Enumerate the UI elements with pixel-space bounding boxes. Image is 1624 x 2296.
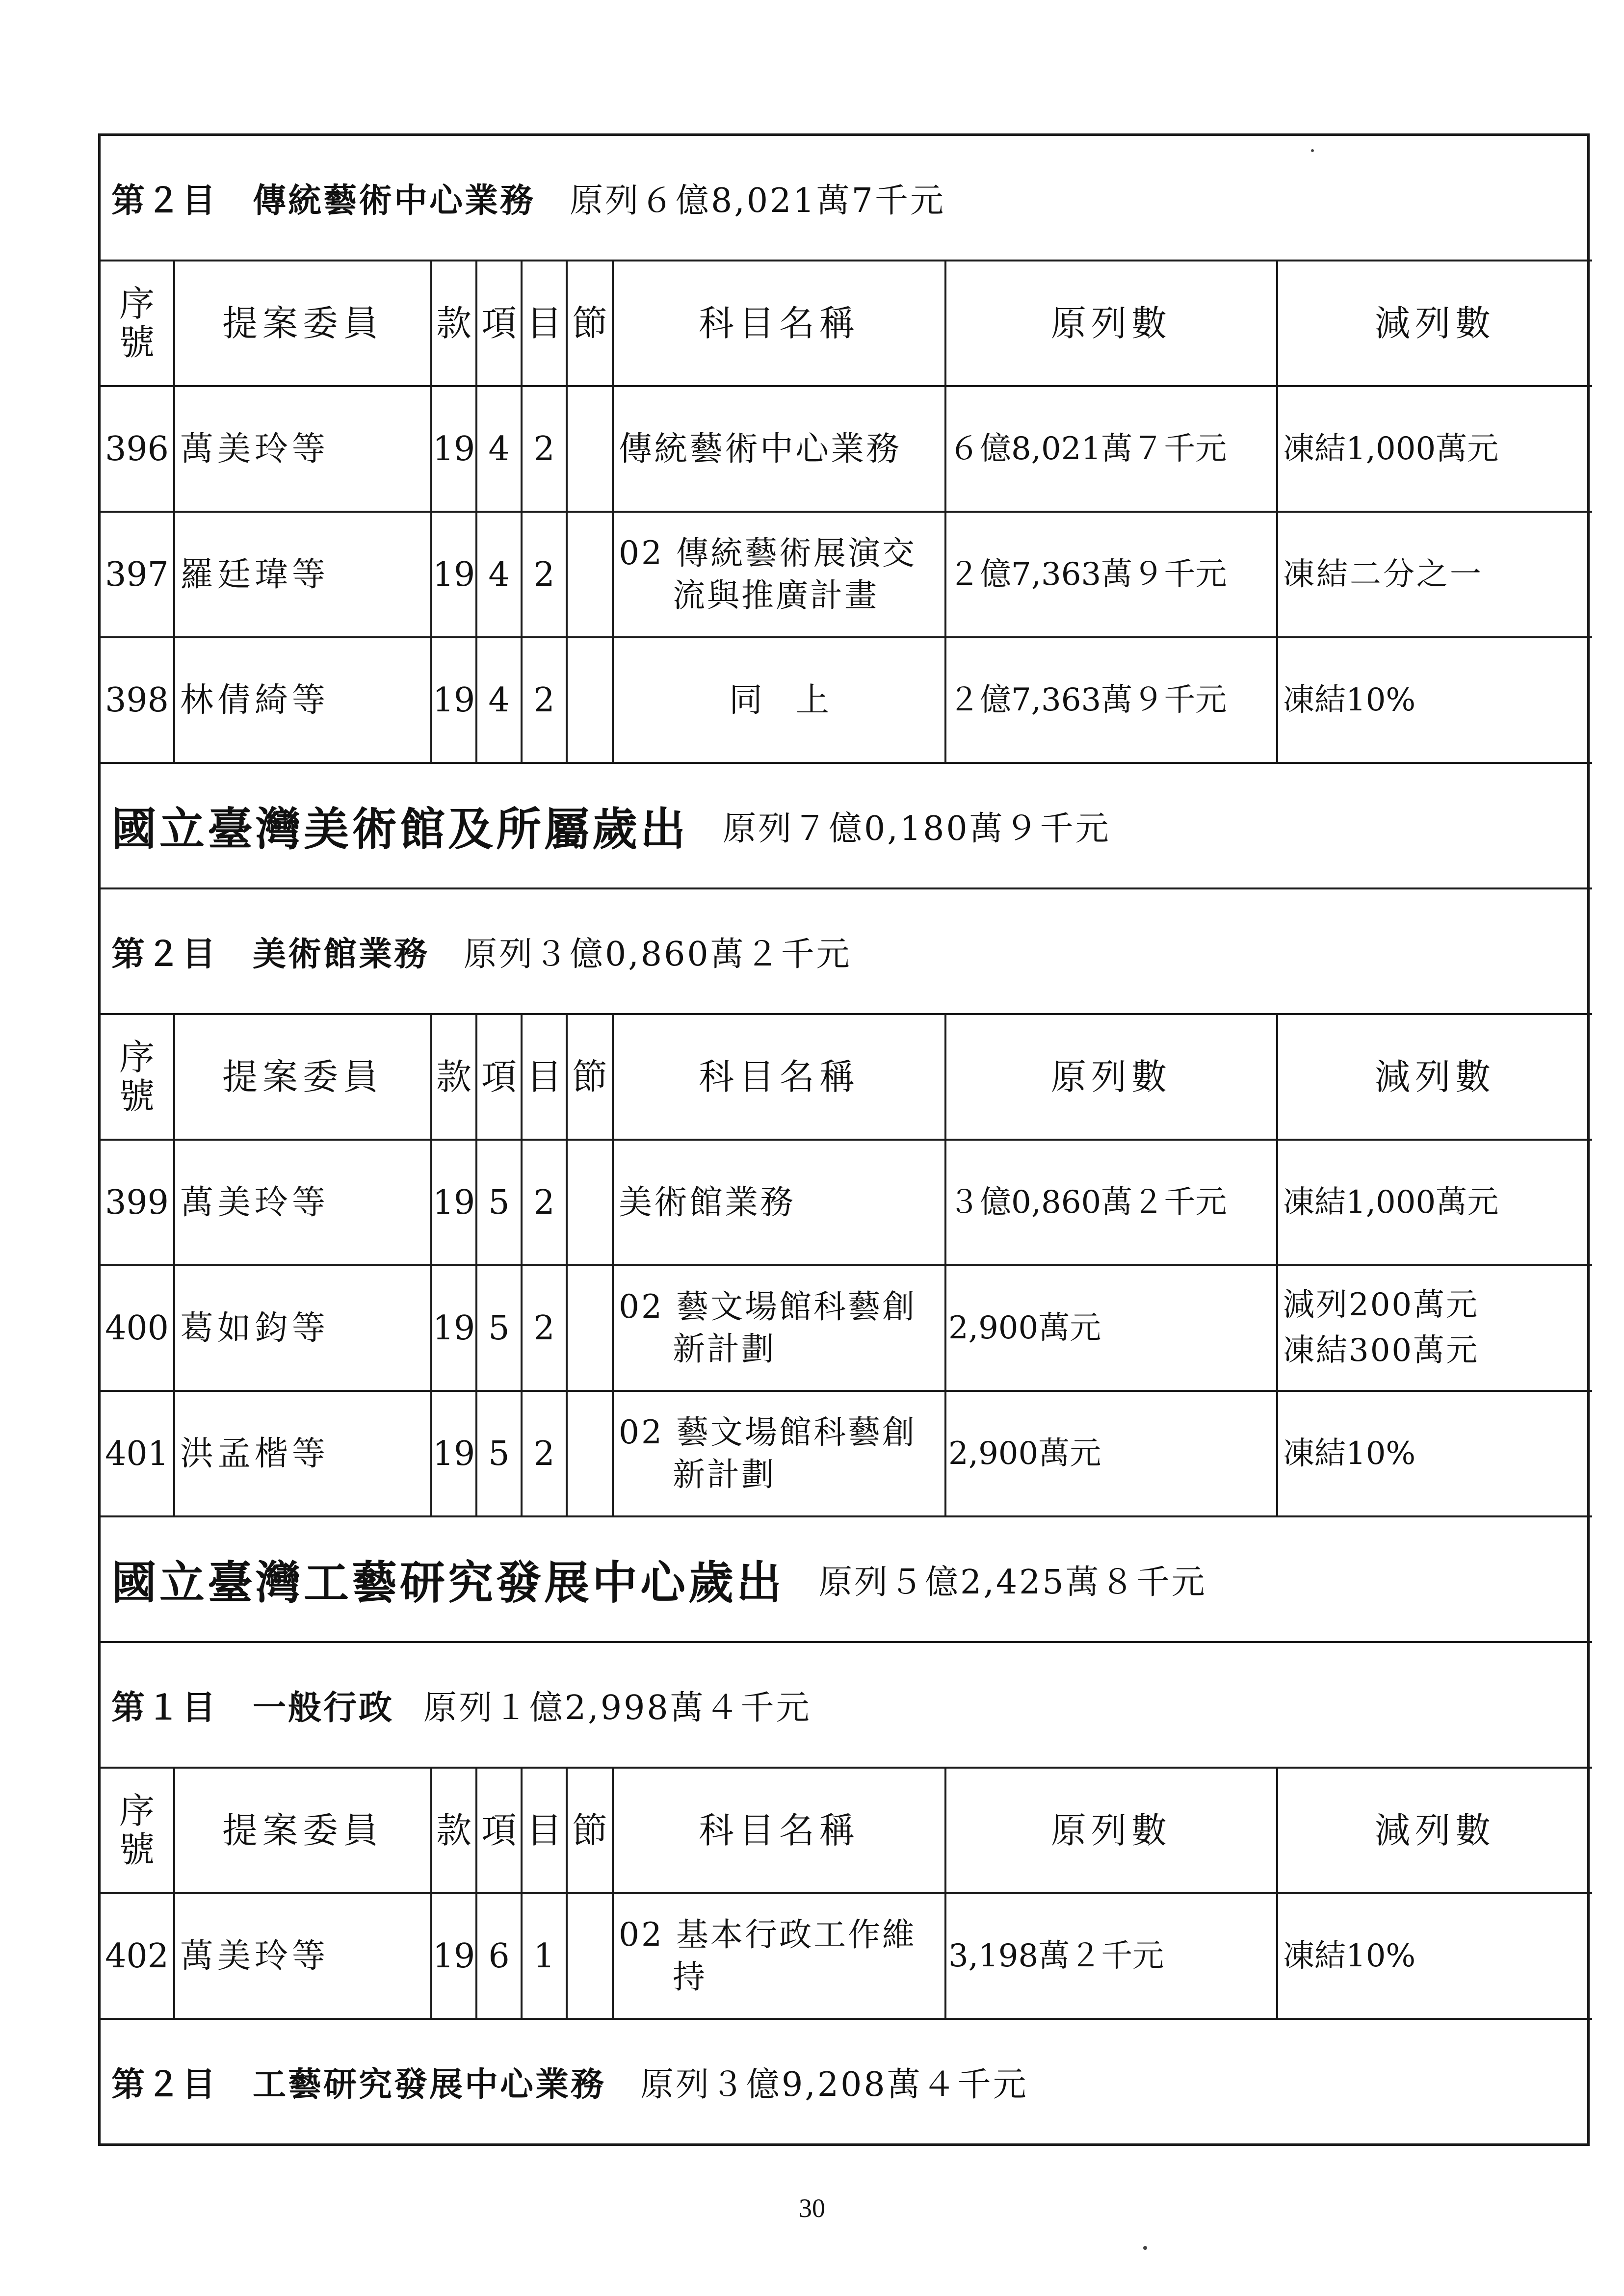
header-mu: 目: [523, 261, 568, 387]
header-subject: 科目名稱: [614, 261, 946, 387]
row-no: 398: [101, 638, 175, 764]
row-proposer: 林倩綺等: [175, 638, 432, 764]
row-xiang: 5: [477, 1266, 523, 1392]
row-original: 2,900萬元: [946, 1392, 1278, 1517]
agency-label: 國立臺灣美術館及所屬歲出: [111, 803, 689, 856]
row-proposer: 葛如鈞等: [175, 1266, 432, 1392]
scan-speck: [1311, 149, 1314, 152]
row-subject: 傳統藝術中心業務: [614, 387, 946, 513]
header-proposer: 提案委員: [175, 261, 432, 387]
row-no: 400: [101, 1266, 175, 1392]
scan-speck: [1143, 2246, 1147, 2250]
header-mu: 目: [523, 1015, 568, 1141]
row-mu: 2: [523, 638, 568, 764]
agency-heading: [101, 764, 1592, 889]
header-serial: 序號: [101, 1015, 175, 1141]
header-mu: 目: [523, 1769, 568, 1894]
row-xiang: 4: [477, 638, 523, 764]
page-number: 30: [799, 2193, 825, 2223]
row-xiang: 4: [477, 513, 523, 638]
row-no: 401: [101, 1392, 175, 1517]
header-xiang: 項: [477, 261, 523, 387]
header-jie: 節: [568, 261, 614, 387]
header-subject: 科目名稱: [614, 1769, 946, 1894]
row-jie: [568, 1141, 614, 1266]
row-original: 3,198萬２千元: [946, 1894, 1278, 2020]
header-kuan: 款: [432, 261, 477, 387]
row-jie: [568, 513, 614, 638]
agency-label: 國立臺灣工藝研究發展中心歲出: [111, 1557, 785, 1609]
row-reduction: 凍結10%: [1278, 638, 1592, 764]
row-original: ３億0,860萬２千元: [946, 1141, 1278, 1266]
row-original: ２億7,363萬９千元: [946, 638, 1278, 764]
row-mu: 2: [523, 1141, 568, 1266]
header-subject: 科目名稱: [614, 1015, 946, 1141]
row-jie: [568, 1392, 614, 1517]
row-jie: [568, 638, 614, 764]
row-reduction: 凍結10%: [1278, 1894, 1592, 2020]
header-kuan: 款: [432, 1769, 477, 1894]
item-original-amount: 原列３億0,860萬２千元: [464, 935, 852, 974]
row-kuan: 19: [432, 1141, 477, 1266]
row-subject: 02 傳統藝術展演交 流與推廣計畫: [614, 513, 946, 638]
item-heading: [101, 136, 1592, 261]
row-proposer: 萬美玲等: [175, 387, 432, 513]
row-kuan: 19: [432, 513, 477, 638]
row-no: 396: [101, 387, 175, 513]
item-original-amount: 原列１億2,998萬４千元: [423, 1688, 812, 1727]
row-no: 402: [101, 1894, 175, 2020]
row-xiang: 4: [477, 387, 523, 513]
row-reduction: 凍結1,000萬元: [1278, 1141, 1592, 1266]
row-proposer: 萬美玲等: [175, 1141, 432, 1266]
header-jie: 節: [568, 1015, 614, 1141]
row-subject: 02 基本行政工作維 持: [614, 1894, 946, 2020]
row-xiang: 6: [477, 1894, 523, 2020]
row-mu: 2: [523, 1266, 568, 1392]
agency-original-amount: 原列５億2,425萬８千元: [819, 1563, 1207, 1602]
header-xiang: 項: [477, 1015, 523, 1141]
row-subject: 02 藝文場館科藝創 新計劃: [614, 1392, 946, 1517]
header-serial: 序號: [101, 1769, 175, 1894]
row-no: 399: [101, 1141, 175, 1266]
item-label: 第２目 傳統藝術中心業務: [111, 181, 536, 220]
row-subject: 02 藝文場館科藝創 新計劃: [614, 1266, 946, 1392]
row-reduction: 減列200萬元 凍結300萬元: [1278, 1266, 1592, 1392]
row-jie: [568, 1266, 614, 1392]
header-kuan: 款: [432, 1015, 477, 1141]
row-kuan: 19: [432, 1392, 477, 1517]
row-mu: 1: [523, 1894, 568, 2020]
row-reduction: 凍結二分之一: [1278, 513, 1592, 638]
row-reduction: 凍結10%: [1278, 1392, 1592, 1517]
header-original: 原列數: [946, 1769, 1278, 1894]
header-xiang: 項: [477, 1769, 523, 1894]
row-mu: 2: [523, 1392, 568, 1517]
header-reduction: 減列數: [1278, 261, 1592, 387]
header-jie: 節: [568, 1769, 614, 1894]
row-jie: [568, 387, 614, 513]
row-proposer: 羅廷瑋等: [175, 513, 432, 638]
item-label: 第１目 一般行政: [111, 1688, 394, 1727]
row-reduction: 凍結1,000萬元: [1278, 387, 1592, 513]
row-kuan: 19: [432, 1894, 477, 2020]
row-jie: [568, 1894, 614, 2020]
row-original: ２億7,363萬９千元: [946, 513, 1278, 638]
row-xiang: 5: [477, 1392, 523, 1517]
row-original: ６億8,021萬７千元: [946, 387, 1278, 513]
row-mu: 2: [523, 387, 568, 513]
row-mu: 2: [523, 513, 568, 638]
row-no: 397: [101, 513, 175, 638]
item-original-amount: 原列６億8,021萬7千元: [570, 181, 945, 220]
header-original: 原列數: [946, 1015, 1278, 1141]
row-subject: 美術館業務: [614, 1141, 946, 1266]
row-kuan: 19: [432, 1266, 477, 1392]
header-reduction: 減列數: [1278, 1015, 1592, 1141]
row-proposer: 洪孟楷等: [175, 1392, 432, 1517]
header-serial: 序號: [101, 261, 175, 387]
item-heading: [101, 889, 1592, 1015]
row-kuan: 19: [432, 638, 477, 764]
item-label: 第２目 美術館業務: [111, 935, 430, 974]
header-proposer: 提案委員: [175, 1015, 432, 1141]
item-original-amount: 原列３億9,208萬４千元: [640, 2065, 1028, 2104]
row-kuan: 19: [432, 387, 477, 513]
row-subject: 同 上: [614, 638, 946, 764]
row-original: 2,900萬元: [946, 1266, 1278, 1392]
item-label: 第２目 工藝研究發展中心業務: [111, 2065, 606, 2104]
agency-heading: [101, 1517, 1592, 1643]
item-heading: [101, 2020, 1592, 2143]
item-heading: [101, 1643, 1592, 1769]
budget-table: [98, 133, 1590, 2146]
row-proposer: 萬美玲等: [175, 1894, 432, 2020]
header-original: 原列數: [946, 261, 1278, 387]
agency-original-amount: 原列７億0,180萬９千元: [723, 809, 1111, 848]
header-proposer: 提案委員: [175, 1769, 432, 1894]
header-reduction: 減列數: [1278, 1769, 1592, 1894]
row-xiang: 5: [477, 1141, 523, 1266]
